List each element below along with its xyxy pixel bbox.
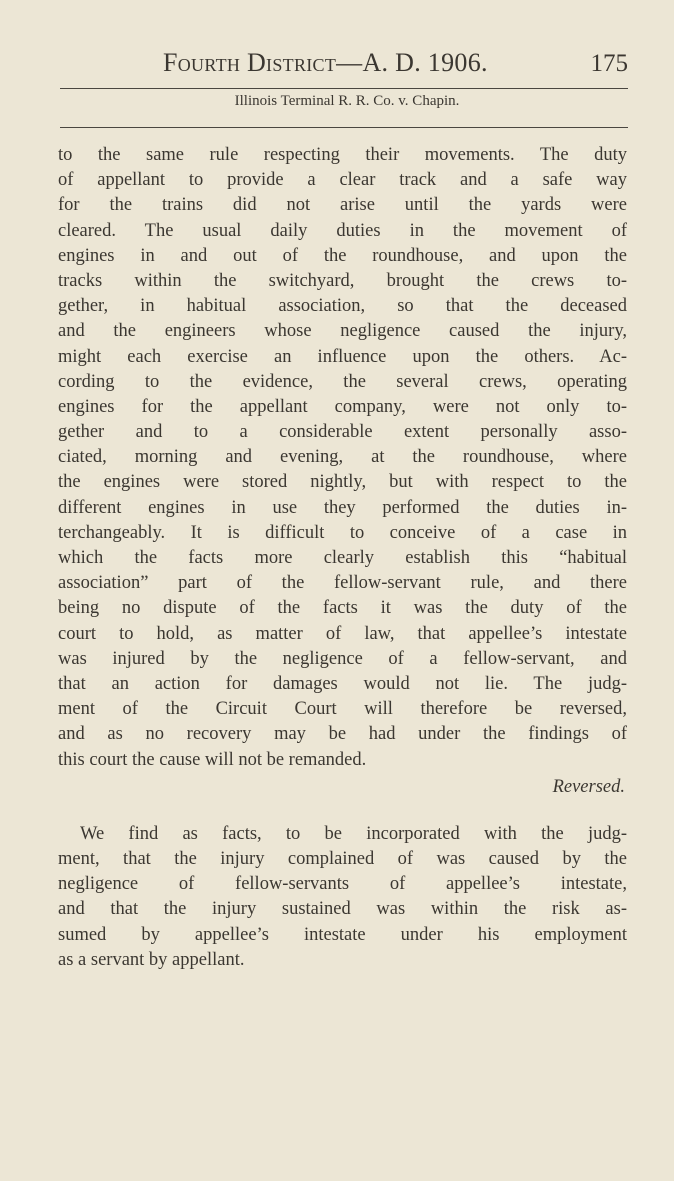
paragraph-1: [58, 143, 627, 773]
text-line: engines in and out of the roundhouse, and upon the: [58, 245, 627, 266]
text-line: terchangeably. It is difficult to conceive of a case in: [58, 522, 627, 543]
disposition: Reversed.: [552, 776, 625, 797]
running-title: Fourth District—A. D. 1906.: [163, 48, 488, 77]
text-line: and the engineers whose negligence caused the injury,: [58, 321, 627, 342]
text-line: and as no recovery may be had under the findings of: [58, 724, 627, 745]
text-line: the engines were stored nightly, but with respect to the: [58, 472, 627, 493]
text-line: cleared. The usual daily duties in the movement of: [58, 220, 627, 241]
text-line: gether, in habitual association, so that the deceased: [58, 296, 627, 317]
text-line: this court the cause will not be remanded.: [58, 749, 367, 770]
text-line: ment of the Circuit Court will therefore be reversed,: [58, 699, 627, 720]
text-line: court to hold, as matter of law, that appellee’s intestate: [58, 623, 627, 644]
text-line: sumed by appellee’s intestate under his employment: [58, 924, 627, 945]
text-line: to the same rule respecting their movements. The duty: [58, 145, 627, 165]
header-rule-bottom: [60, 127, 628, 128]
text-line: of appellant to provide a clear track and a safe way: [58, 170, 627, 191]
text-line: We find as facts, to be incorporated with the judg-: [80, 823, 627, 844]
page-body: [58, 143, 627, 973]
text-line: ment, that the injury complained of was caused by the: [58, 849, 627, 870]
text-line: and that the injury sustained was within the risk as-: [58, 899, 627, 920]
paragraph-2: [58, 822, 627, 973]
text-line: ciated, morning and evening, at the roundhouse, where: [58, 447, 627, 468]
case-title: Illinois Terminal R. R. Co. v. Chapin.: [234, 93, 460, 109]
disposition-wrap: [58, 775, 627, 800]
running-header: [163, 48, 628, 80]
text-line: tracks within the switchyard, brought the crews to-: [58, 270, 627, 291]
text-line: as a servant by appellant.: [58, 949, 245, 970]
text-line: might each exercise an influence upon the others. Ac-: [58, 346, 627, 367]
text-line: gether and to a considerable extent personally asso-: [58, 422, 627, 443]
text-line: cording to the evidence, the several crews, operating: [58, 371, 627, 392]
header-rule-top: [60, 88, 628, 89]
text-line: different engines in use they performed the duties in-: [58, 497, 627, 518]
text-line: negligence of fellow-servants of appellee’s intestate,: [58, 874, 627, 895]
text-line: for the trains did not arise until the yards were: [58, 195, 627, 216]
page-number: 175: [590, 50, 628, 77]
text-line: being no dispute of the facts it was the duty of the: [58, 598, 627, 619]
text-line: engines for the appellant company, were not only to-: [58, 396, 627, 417]
text-line: was injured by the negligence of a fellow-servant, and: [58, 648, 627, 669]
text-line: which the facts more clearly establish this “habitual: [58, 548, 627, 568]
text-line: that an action for damages would not lie. The judg-: [58, 673, 627, 694]
text-line: association” part of the fellow-servant rule, and there: [58, 573, 627, 594]
